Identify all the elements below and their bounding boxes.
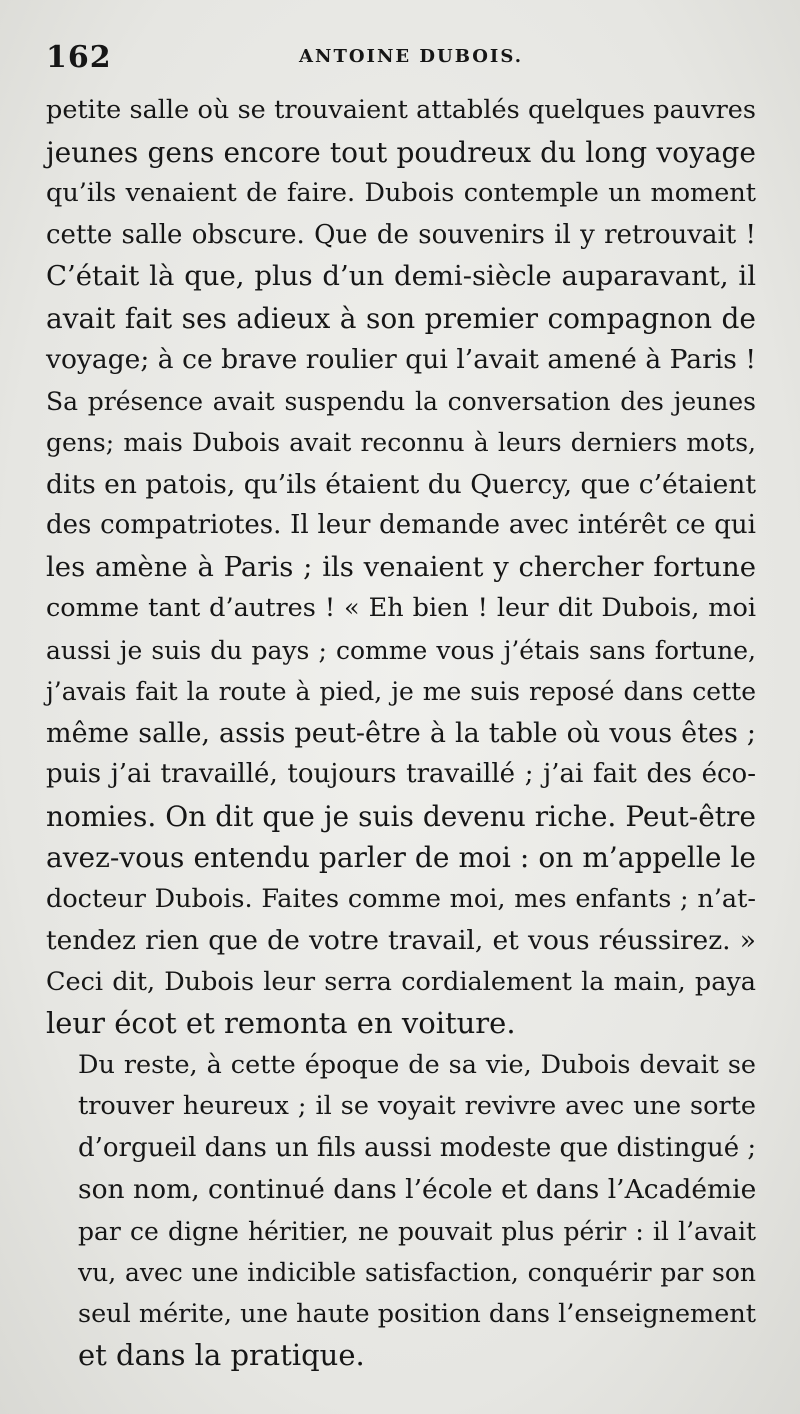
paragraph — [46, 1045, 756, 1377]
text-line: par ce digne héritier, ne pouvait plus périr : il l’avait — [78, 1216, 756, 1246]
text-line: son nom, continué dans l’école et dans l’Académie — [78, 1174, 757, 1205]
text-line: les amène à Paris ; ils venaient y chercher fortune — [46, 550, 756, 583]
text-line: et dans la pratique. — [78, 1338, 365, 1372]
text-line: dits en patois, qu’ils étaient du Quercy, que c’étaient — [46, 468, 756, 500]
text-line: gens; mais Dubois avait reconnu à leurs derniers mots, — [46, 428, 756, 457]
text-line: j’avais fait la route à pied, je me suis reposé dans cette — [46, 677, 756, 706]
running-title: ANTOINE DUBOIS. — [299, 46, 523, 67]
text-line: jeunes gens encore tout poudreux du long voyage — [46, 135, 756, 169]
paragraph — [46, 90, 756, 1045]
text-line: même salle, assis peut-être à la table où vous êtes ; — [46, 717, 756, 749]
running-head — [46, 40, 756, 90]
text-line: Du reste, à cette époque de sa vie, Dubois devait se — [78, 1049, 756, 1080]
text-line: voyage; à ce brave roulier qui l’avait amené à Paris ! — [46, 344, 756, 375]
text-line: des compatriotes. Il leur demande avec intérêt ce qui — [46, 510, 756, 540]
body-text — [46, 90, 756, 1377]
text-line: petite salle où se trouvaient attablés quelques pauvres — [46, 95, 756, 125]
text-line: C’était là que, plus d’un demi-siècle auparavant, il — [46, 260, 756, 292]
text-line: trouver heureux ; il se voyait revivre avec une sorte — [78, 1091, 756, 1121]
text-line: tendez rien que de votre travail, et vous réussirez. » — [46, 925, 756, 956]
text-line: seul mérite, une haute position dans l’enseignement — [78, 1298, 756, 1329]
text-line: vu, avec une indicible satisfaction, conquérir par son — [78, 1258, 756, 1287]
text-line: d’orgueil dans un fils aussi modeste que distingué ; — [78, 1132, 757, 1163]
text-line: puis j’ai travaillé, toujours travaillé ; j’ai fait des éco- — [46, 759, 756, 789]
text-line: Sa présence avait suspendu la conversation des jeunes — [46, 386, 756, 416]
text-line: avez-vous entendu parler de moi : on m’appelle le — [46, 841, 756, 874]
text-line: nomies. On dit que je suis devenu riche. Peut-être — [46, 799, 756, 833]
text-line: comme tant d’autres ! « Eh bien ! leur dit Dubois, moi — [46, 593, 756, 623]
page-number: 162 — [46, 40, 112, 75]
text-line: aussi je suis du pays ; comme vous j’étais sans fortune, — [46, 635, 756, 665]
text-line: docteur Dubois. Faites comme moi, mes enfants ; n’at- — [46, 883, 756, 914]
text-line: Ceci dit, Dubois leur serra cordialement la main, paya — [46, 966, 756, 997]
text-line: cette salle obscure. Que de souvenirs il y retrouvait ! — [46, 219, 756, 250]
text-line: leur écot et remonta en voiture. — [46, 1006, 516, 1040]
text-line: qu’ils venaient de faire. Dubois contemple un moment — [46, 178, 756, 208]
text-line: avait fait ses adieux à son premier compagnon de — [46, 301, 756, 335]
